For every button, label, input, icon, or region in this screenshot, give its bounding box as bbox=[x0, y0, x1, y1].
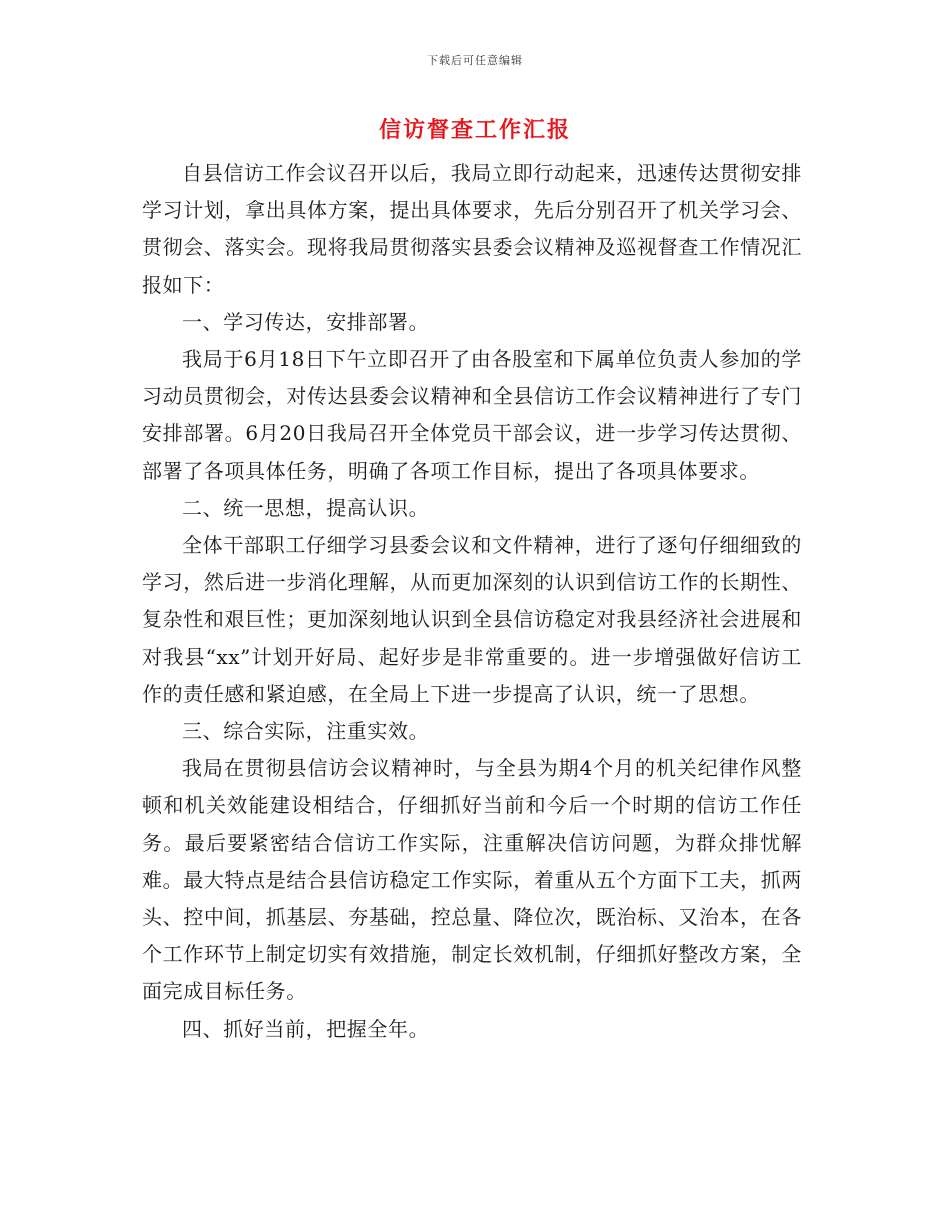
header-note: 下载后可任意编辑 bbox=[427, 54, 523, 67]
section-heading-1: 一、学习传达，安排部署。 bbox=[182, 309, 430, 334]
paragraph-section-3: 我局在贯彻县信访会议精神时，与全县为期4个月的机关纪律作风整顿和机关效能建设相结合，仔细抓好当前和今后一个时期的信访工作任务。最后要紧密结合信访工作实际，注重解决信访问题，为群众排忧解难。最大特点是结合县信访稳定工作实际，着重从五个方面下工夫，抓两头、控中间，抓基层、夯基础，控总量、降位次，既治标、又治本，在各个工作环节上制定切实有效措施，制定长效机制，仔细抓好整改方案，全面完成目标任务。 bbox=[142, 756, 802, 1004]
paragraph-section-1: 我局于6月18日下午立即召开了由各股室和下属单位负责人参加的学习动员贯彻会，对传达县委会议精神和全县信访工作会议精神进行了专门安排部署。6月20日我局召开全体党员干部会议，进一步学习传达贯彻、部署了各项具体任务，明确了各项工作目标，提出了各项具体要求。 bbox=[142, 347, 802, 483]
document-title: 信访督查工作汇报 bbox=[378, 117, 571, 143]
section-heading-2: 二、统一思想，提高认识。 bbox=[182, 495, 430, 520]
paragraph-intro: 自县信访工作会议召开以后，我局立即行动起来，迅速传达贯彻安排学习计划，拿出具体方案，提出具体要求，先后分别召开了机关学习会、贯彻会、落实会。现将我局贯彻落实县委会议精神及巡视督查工作情况汇报如下： bbox=[142, 161, 802, 297]
paragraph-section-2: 全体干部职工仔细学习县委会议和文件精神，进行了逐句仔细细致的学习，然后进一步消化理解，从而更加深刻的认识到信访工作的长期性、复杂性和艰巨性；更加深刻地认识到全县信访稳定对我县经济社会进展和对我县“xx”计划开好局、起好步是非常重要的。进一步增强做好信访工作的责任感和紧迫感，在全局上下进一步提高了认识，统一了思想。 bbox=[142, 533, 802, 706]
section-heading-4: 四、抓好当前，把握全年。 bbox=[182, 1016, 430, 1041]
section-heading-3: 三、综合实际，注重实效。 bbox=[182, 719, 430, 744]
document-body bbox=[142, 155, 802, 1048]
